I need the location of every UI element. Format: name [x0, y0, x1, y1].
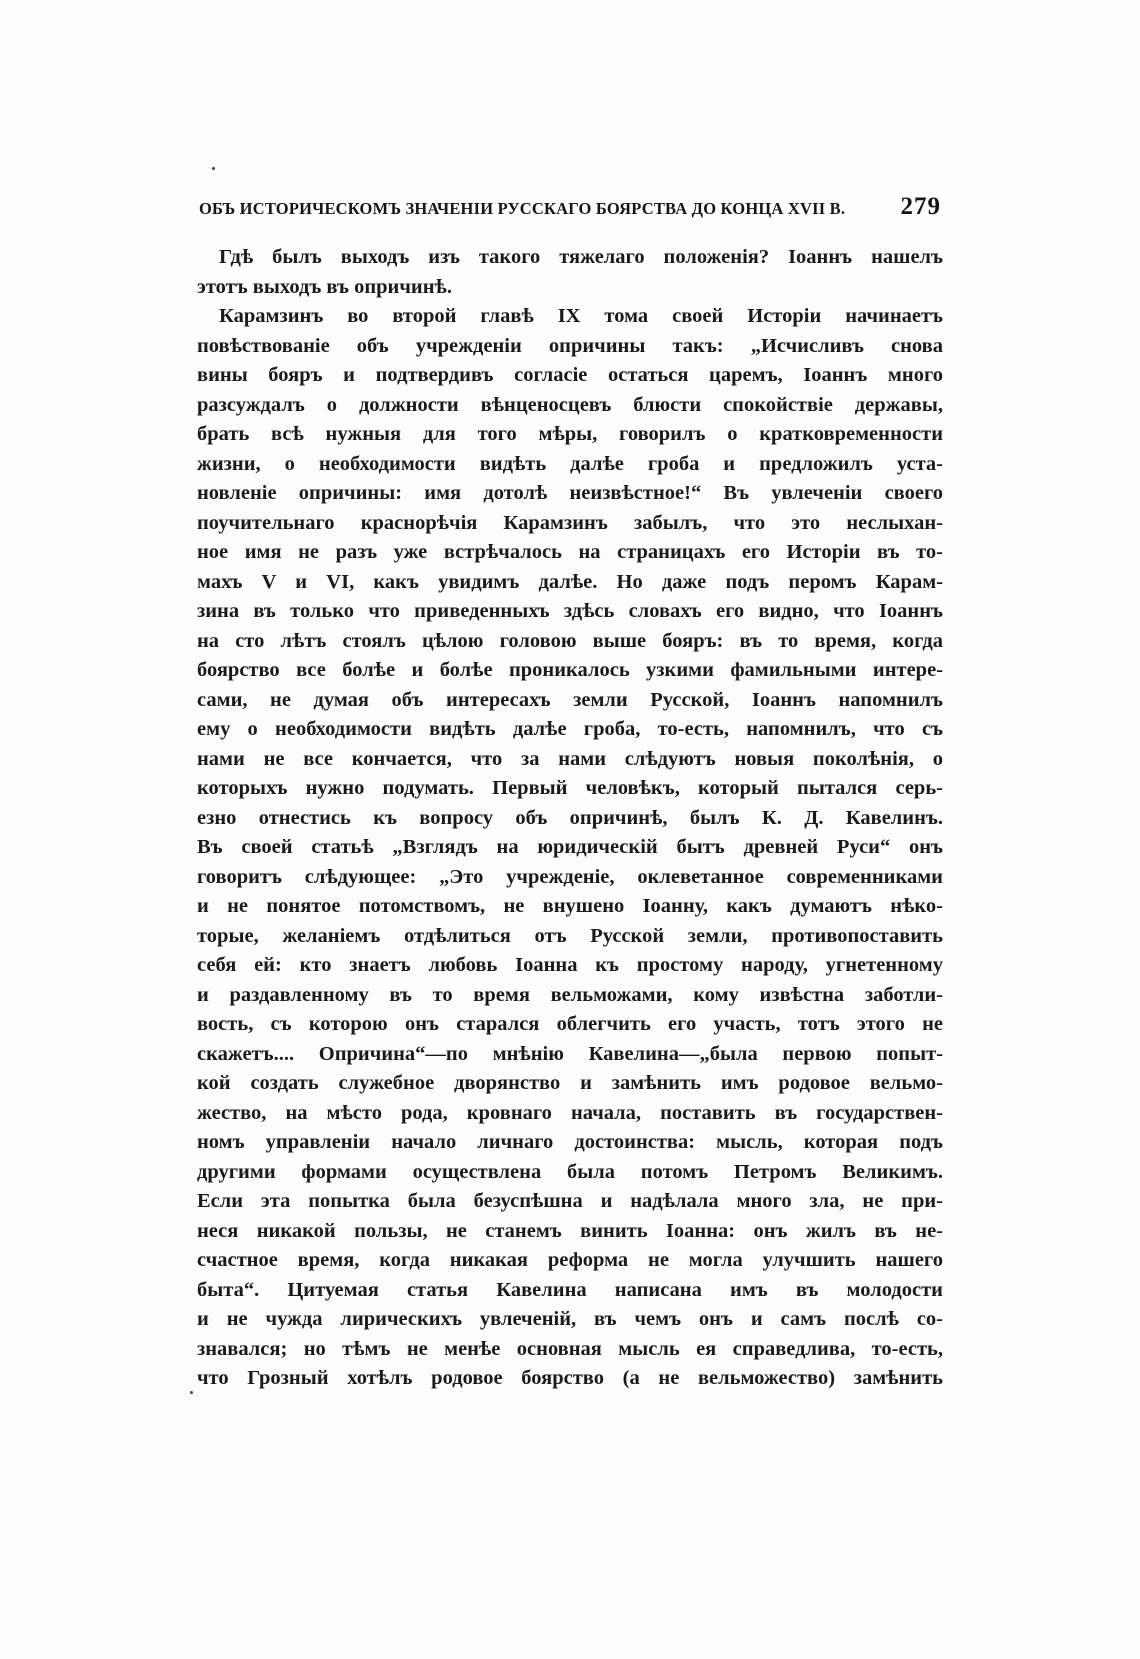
scan-speck [212, 167, 215, 170]
text-line: себя ей: кто знаетъ любовь Іоанна къ простому народу, угнетенному [197, 954, 943, 976]
text-line: другими формами осуществлена была потомъ Петромъ Великимъ. [197, 1160, 943, 1183]
text-line: быта“. Цитуемая статья Кавелина написана имъ въ молодости [197, 1278, 943, 1301]
text-line: и раздавленному въ то время вельможами, кому извѣстна заботли- [197, 983, 943, 1006]
text-line: скажетъ.... Опричина“—по мнѣнію Кавелина—„была первою попыт- [197, 1042, 943, 1065]
text-line: Въ своей статьѣ „Взглядъ на юридическій бытъ древней Руси“ онъ [197, 836, 943, 858]
text-line: Гдѣ былъ выходъ изъ такого тяжелаго положенія? Іоаннъ нашелъ [219, 246, 943, 268]
text-line: что Грозный хотѣлъ родовое боярство (а не вельможество) замѣнить [197, 1367, 943, 1389]
text-line: ное имя не разъ уже встрѣчалось на страницахъ его Исторіи въ то- [197, 541, 943, 563]
text-line: жизни, о необходимости видѣть далѣе гроба и предложилъ уста- [197, 452, 943, 475]
text-line: брать всѣ нужныя для того мѣры, говорилъ о кратковременности [197, 423, 943, 445]
text-line: зина въ только что приведенныхъ здѣсь словахъ его видно, что Іоаннъ [197, 600, 943, 622]
text-line: жество, на мѣсто рода, кровнаго начала, поставить въ государствен- [197, 1101, 943, 1124]
text-line: разсуждалъ о должности вѣнценосцевъ блюсти спокойствіе державы, [197, 393, 943, 416]
body-text [197, 243, 943, 1394]
text-line: которыхъ нужно подумать. Первый человѣкъ, который пытался серь- [197, 777, 943, 799]
scan-speck [190, 1391, 193, 1394]
text-line: торые, желаніемъ отдѣлиться отъ Русской земли, противопоставить [197, 924, 943, 947]
text-line: нами не все кончается, что за нами слѣдуютъ новыя поколѣнія, о [197, 747, 943, 770]
text-line: счастное время, когда никакая реформа не могла улучшить нашего [197, 1249, 943, 1271]
running-title: ОБЪ ИСТОРИЧЕСКОМЪ ЗНАЧЕНІИ РУССКАГО БОЯРСТВА ДО КОНЦА XVII В. [199, 199, 846, 218]
text-line: этотъ выходъ въ опричинѣ. [197, 275, 452, 298]
text-line: знавался; но тѣмъ не менѣе основная мысль ея справедлива, то-есть, [197, 1337, 943, 1360]
text-line: неся никакой пользы, не станемъ винить Іоанна: онъ жилъ въ не- [197, 1219, 943, 1242]
text-line: номъ управленіи начало личнаго достоинства: мысль, которая подъ [197, 1131, 943, 1153]
text-line: Карамзинъ во второй главѣ IX тома своей Исторіи начинаетъ [219, 305, 943, 327]
running-header [199, 193, 941, 233]
text-line: езно отнестись къ вопросу объ опричинѣ, былъ К. Д. Кавелинъ. [197, 806, 943, 829]
text-line: ему о необходимости видѣть далѣе гроба, то-есть, напомнилъ, что съ [197, 718, 943, 740]
text-line: боярство все болѣе и болѣе проникалось узкими фамильными интере- [197, 659, 943, 681]
page-number: 279 [900, 193, 941, 220]
text-line: и не понятое потомствомъ, не внушено Іоанну, какъ думаютъ нѣко- [197, 895, 943, 917]
text-line: повѣствованіе объ учрежденіи опричины такъ: „Исчисливъ снова [197, 334, 943, 357]
text-line: кой создать служебное дворянство и замѣнить имъ родовое вельмо- [197, 1072, 943, 1094]
text-line: махъ V и VI, какъ увидимъ далѣе. Но даже подъ перомъ Карам- [197, 570, 943, 593]
text-line: на сто лѣтъ стоялъ цѣлою головою выше бояръ: въ то время, когда [197, 629, 943, 652]
text-line: вость, съ которою онъ старался облегчить его участь, тотъ этого не [197, 1013, 943, 1035]
text-line: Если эта попытка была безуспѣшна и надѣлала много зла, не при- [197, 1190, 943, 1212]
text-line: новленіе опричины: имя дотолѣ неизвѣстное!“ Въ увлеченіи своего [197, 482, 943, 504]
text-line: вины бояръ и подтвердивъ согласіе остаться царемъ, Іоаннъ много [197, 364, 943, 386]
text-line: сами, не думая объ интересахъ земли Русской, Іоаннъ напомнилъ [197, 688, 943, 711]
text-line: и не чужда лирическихъ увлеченій, въ чемъ онъ и самъ послѣ со- [197, 1308, 943, 1330]
text-line: говоритъ слѣдующее: „Это учрежденіе, оклеветанное современниками [197, 865, 943, 888]
text-line: поучительнаго краснорѣчія Карамзинъ забылъ, что это неслыхан- [197, 511, 943, 534]
